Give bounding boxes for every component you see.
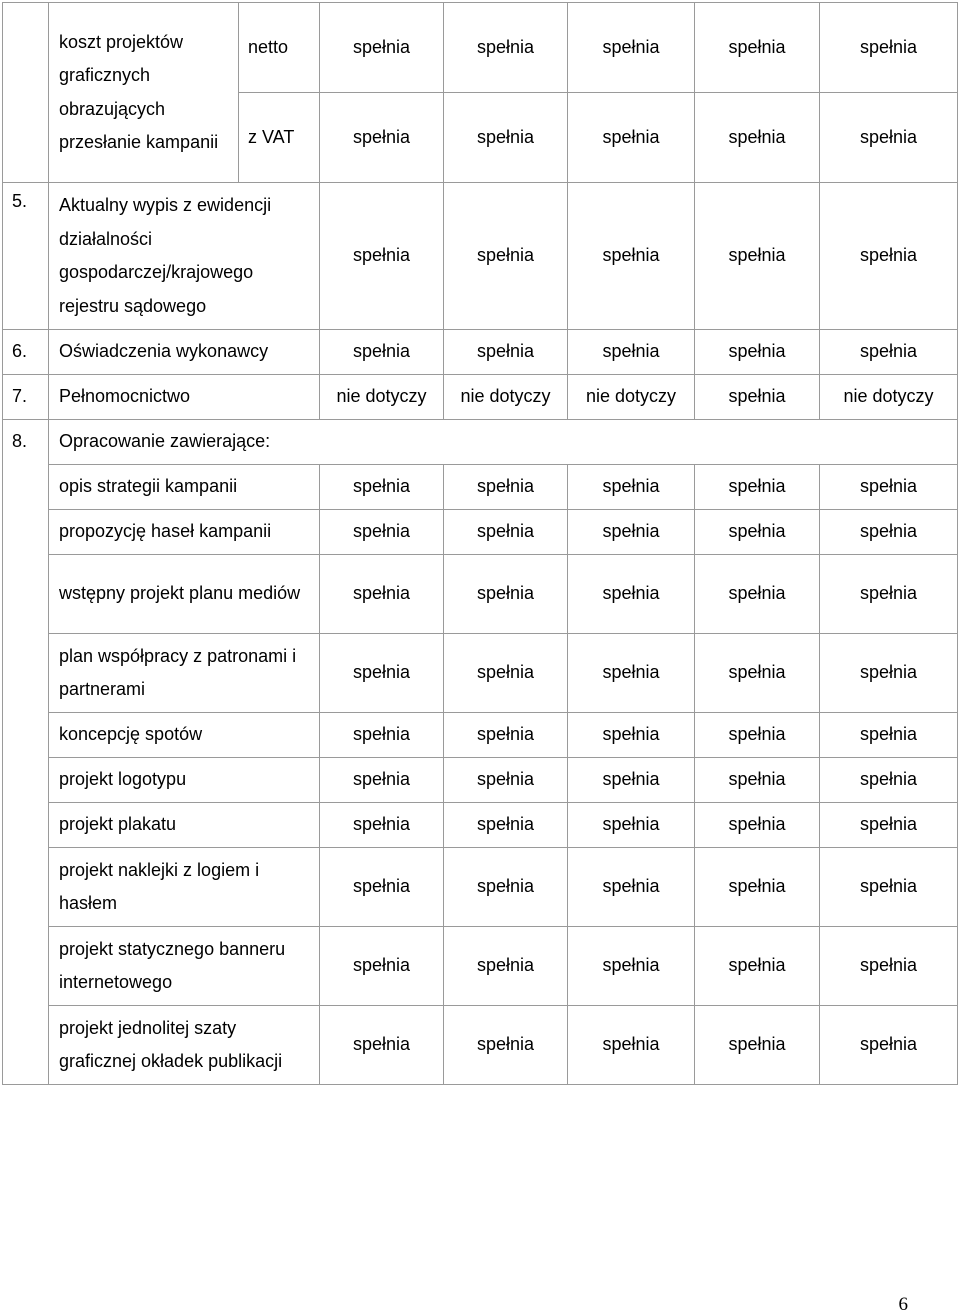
- value-cell: spełnia: [320, 93, 444, 183]
- row-number: 7.: [3, 375, 49, 420]
- row-sub-item: [3, 510, 958, 555]
- value-cell: spełnia: [320, 713, 444, 758]
- sub-item-label: propozycję haseł kampanii: [49, 510, 320, 555]
- value-cell: spełnia: [444, 183, 568, 330]
- value-cell: spełnia: [444, 555, 568, 634]
- value-cell: spełnia: [568, 93, 695, 183]
- row-number: 5.: [3, 183, 49, 330]
- value-cell: spełnia: [568, 330, 695, 375]
- value-cell: spełnia: [568, 3, 695, 93]
- value-cell: spełnia: [820, 330, 958, 375]
- value-cell: spełnia: [444, 848, 568, 927]
- row-description: koszt projektów graficznych obrazujących przesłanie kampanii: [49, 3, 239, 183]
- row-sub-item: [3, 927, 958, 1006]
- value-cell: spełnia: [568, 634, 695, 713]
- value-cell: spełnia: [820, 927, 958, 1006]
- value-cell: spełnia: [695, 634, 820, 713]
- row-graphic-cost-netto: [3, 3, 958, 93]
- sub-item-label: wstępny projekt planu mediów: [49, 555, 320, 634]
- value-cell: spełnia: [444, 803, 568, 848]
- row-elaboration-header: [3, 420, 958, 465]
- row-sub-item: [3, 758, 958, 803]
- sub-item-label: projekt plakatu: [49, 803, 320, 848]
- value-cell: spełnia: [820, 848, 958, 927]
- value-cell: spełnia: [444, 93, 568, 183]
- row-registry-extract: [3, 183, 958, 330]
- value-cell: spełnia: [820, 634, 958, 713]
- value-cell: spełnia: [695, 555, 820, 634]
- value-cell: spełnia: [695, 803, 820, 848]
- value-cell: spełnia: [444, 1006, 568, 1085]
- value-cell: spełnia: [820, 758, 958, 803]
- value-cell: spełnia: [568, 183, 695, 330]
- value-cell: nie dotyczy: [568, 375, 695, 420]
- row-description: Oświadczenia wykonawcy: [49, 330, 320, 375]
- value-cell: spełnia: [444, 927, 568, 1006]
- row-sub-item: [3, 713, 958, 758]
- value-cell: spełnia: [320, 3, 444, 93]
- value-cell: spełnia: [820, 3, 958, 93]
- value-cell: spełnia: [568, 555, 695, 634]
- row-description: Pełnomocnictwo: [49, 375, 320, 420]
- value-cell: spełnia: [320, 1006, 444, 1085]
- value-cell: spełnia: [568, 1006, 695, 1085]
- value-cell: spełnia: [320, 634, 444, 713]
- value-cell: spełnia: [695, 848, 820, 927]
- value-cell: spełnia: [320, 803, 444, 848]
- value-cell: spełnia: [320, 330, 444, 375]
- value-cell: spełnia: [820, 183, 958, 330]
- value-cell: spełnia: [695, 183, 820, 330]
- value-cell: spełnia: [568, 713, 695, 758]
- value-cell: spełnia: [320, 848, 444, 927]
- value-cell: spełnia: [320, 927, 444, 1006]
- value-cell: spełnia: [820, 510, 958, 555]
- value-cell: nie dotyczy: [320, 375, 444, 420]
- sub-item-label: projekt jednolitej szaty graficznej okładek publikacji: [49, 1006, 320, 1085]
- row-power-of-attorney: [3, 375, 958, 420]
- sub-item-label: projekt naklejki z logiem i hasłem: [49, 848, 320, 927]
- value-cell: spełnia: [568, 803, 695, 848]
- row-sub-item: [3, 465, 958, 510]
- value-cell: nie dotyczy: [820, 375, 958, 420]
- value-cell: spełnia: [444, 713, 568, 758]
- value-cell: spełnia: [568, 510, 695, 555]
- row-sub-item: [3, 634, 958, 713]
- value-cell: spełnia: [820, 465, 958, 510]
- value-cell: spełnia: [444, 330, 568, 375]
- row-number-cell: [3, 3, 49, 183]
- row-number: 6.: [3, 330, 49, 375]
- value-cell: spełnia: [695, 330, 820, 375]
- value-cell: spełnia: [695, 758, 820, 803]
- value-cell: spełnia: [820, 713, 958, 758]
- value-cell: spełnia: [820, 555, 958, 634]
- vat-label: z VAT: [239, 93, 320, 183]
- value-cell: spełnia: [695, 510, 820, 555]
- value-cell: spełnia: [820, 1006, 958, 1085]
- value-cell: spełnia: [695, 927, 820, 1006]
- row-contractor-statements: [3, 330, 958, 375]
- value-cell: spełnia: [320, 555, 444, 634]
- value-cell: nie dotyczy: [444, 375, 568, 420]
- value-cell: spełnia: [444, 3, 568, 93]
- value-cell: spełnia: [320, 465, 444, 510]
- value-cell: spełnia: [568, 927, 695, 1006]
- value-cell: spełnia: [695, 713, 820, 758]
- row-description: Opracowanie zawierające:: [49, 420, 958, 465]
- evaluation-table: [2, 2, 958, 1085]
- value-cell: spełnia: [444, 758, 568, 803]
- row-description: Aktualny wypis z ewidencji działalności gospodarczej/krajowego rejestru sądowego: [49, 183, 320, 330]
- value-cell: spełnia: [695, 465, 820, 510]
- row-sub-item: [3, 803, 958, 848]
- value-cell: spełnia: [444, 510, 568, 555]
- row-number: 8.: [3, 420, 49, 1085]
- value-cell: spełnia: [320, 510, 444, 555]
- row-sub-item: [3, 555, 958, 634]
- page-number: 6: [898, 1294, 908, 1315]
- value-cell: spełnia: [695, 93, 820, 183]
- value-cell: spełnia: [568, 848, 695, 927]
- value-cell: spełnia: [568, 758, 695, 803]
- row-sub-item: [3, 1006, 958, 1085]
- value-cell: spełnia: [320, 183, 444, 330]
- value-cell: spełnia: [444, 465, 568, 510]
- value-cell: spełnia: [568, 465, 695, 510]
- value-cell: spełnia: [820, 803, 958, 848]
- sub-item-label: koncepcję spotów: [49, 713, 320, 758]
- row-sub-item: [3, 848, 958, 927]
- netto-label: netto: [239, 3, 320, 93]
- sub-item-label: plan współpracy z patronami i partnerami: [49, 634, 320, 713]
- value-cell: spełnia: [695, 3, 820, 93]
- value-cell: spełnia: [320, 758, 444, 803]
- sub-item-label: opis strategii kampanii: [49, 465, 320, 510]
- value-cell: spełnia: [820, 93, 958, 183]
- value-cell: spełnia: [444, 634, 568, 713]
- sub-item-label: projekt logotypu: [49, 758, 320, 803]
- sub-item-label: projekt statycznego banneru internetowego: [49, 927, 320, 1006]
- value-cell: spełnia: [695, 375, 820, 420]
- value-cell: spełnia: [695, 1006, 820, 1085]
